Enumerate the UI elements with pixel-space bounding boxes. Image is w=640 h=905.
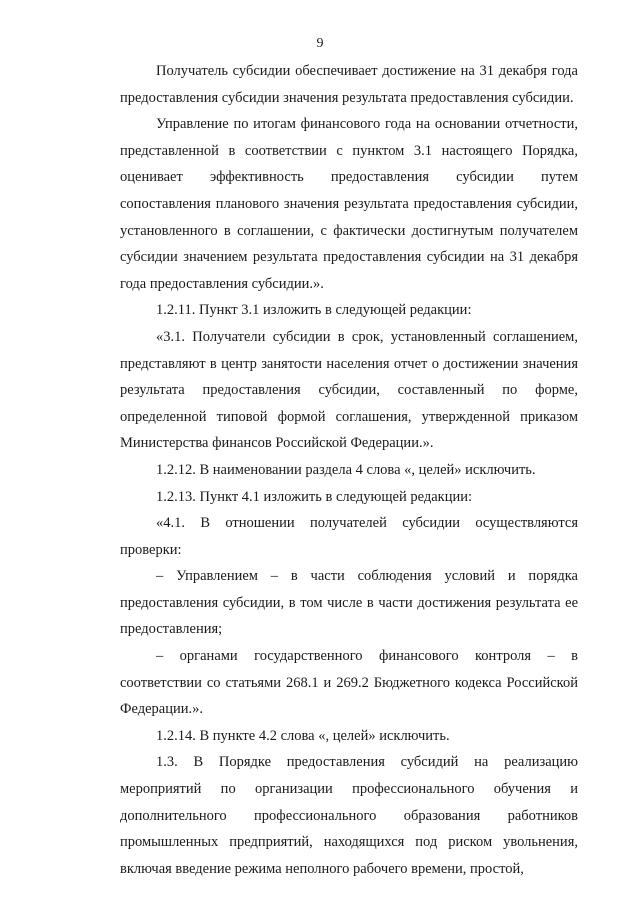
list-item-management-check: – Управлением – в части соблюдения условий и порядка предоставления субсидии, в том числе в части достижения результата ее предоставления; [120, 568, 578, 638]
paragraph-3-1-text: «3.1. Получатели субсидии в срок, установленный соглашением, представляют в центр занятости населения отчет о достижении значения результата предоставления субсидии, составленный по форме, определенной типовой формой соглашения, утвержденной приказом Министерства финансов Российской Федерации.». [120, 328, 578, 452]
paragraph-1-3: 1.3. В Порядке предоставления субсидий на реализацию мероприятий по организации профессионального обучения и дополнительного профессионального образования работников промышленных предприятий, находящихся под риском увольнения, включая введение режима неполного рабочего времени, простой, [120, 754, 578, 877]
paragraph-1-2-11: 1.2.11. Пункт 3.1 изложить в следующей редакции: [156, 302, 472, 319]
paragraph-1-2-13: 1.2.13. Пункт 4.1 изложить в следующей редакции: [156, 488, 473, 505]
paragraph-result-achievement: Получатель субсидии обеспечивает достижение на 31 декабря года предоставления субсидии значения результата предоставления субсидии. [120, 63, 578, 106]
paragraph-4-1-text: «4.1. В отношении получателей субсидии осуществляются проверки: [120, 515, 578, 558]
paragraph-efficiency-assessment: Управление по итогам финансового года на основании отчетности, представленной в соответствии с пунктом 3.1 настоящего Порядка, оценивает эффективность предоставления субсидии путем сопоставления планового значения результата предоставления субсидии, установленного в соглашении, с фактически достигнутым получателем субсидии значением результата предоставления субсидии на 31 декабря года предоставления субсидии.». [120, 116, 578, 292]
paragraph-1-2-12: 1.2.12. В наименовании раздела 4 слова «, целей» исключить. [156, 461, 536, 478]
list-item-financial-control: – органами государственного финансового контроля – в соответствии со статьями 268.1 и 269.2 Бюджетного кодекса Российской Федерации.». [120, 648, 578, 718]
paragraph-1-2-14: 1.2.14. В пункте 4.2 слова «, целей» исключить. [156, 727, 450, 744]
document-body [120, 58, 578, 882]
page-number: 9 [316, 36, 324, 51]
